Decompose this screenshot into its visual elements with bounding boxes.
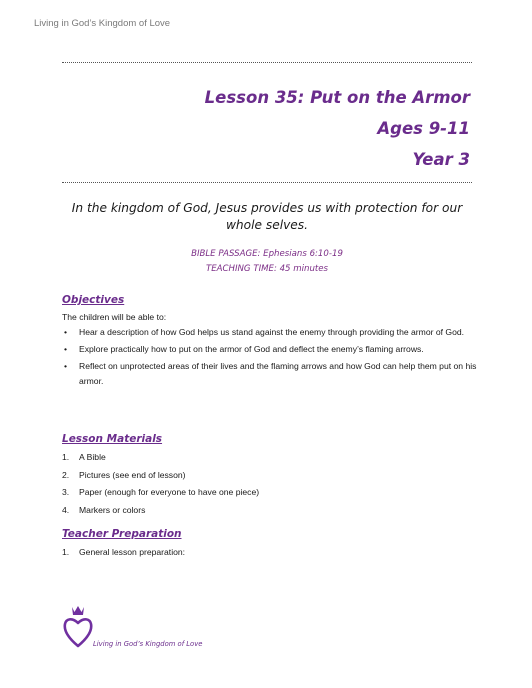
list-item — [62, 503, 462, 518]
lesson-tagline: In the kingdom of God, Jesus provides us with protection for our whole selves. — [71, 201, 463, 232]
material-text: Paper (enough for everyone to have one piece) — [79, 487, 260, 497]
bullet-marker: • — [64, 361, 68, 371]
preparation-text: General lesson preparation: — [79, 547, 186, 557]
preparation-list — [62, 545, 462, 563]
teaching-time: TEACHING TIME: 45 minutes — [205, 264, 329, 274]
objective-text: Reflect on unprotected areas of their lives and the flaming arrows and how God can help them put on his armor. — [79, 361, 477, 386]
objective-text: Explore practically how to put on the armor of God and deflect the enemy’s flaming arrows. — [79, 344, 424, 354]
material-text: Markers or colors — [79, 504, 146, 515]
item-number: 4. — [62, 504, 70, 515]
title-divider — [62, 182, 472, 183]
list-item — [62, 485, 462, 500]
year-label: Year 3 — [412, 150, 470, 169]
objectives-heading: Objectives — [62, 294, 125, 306]
list-item — [62, 545, 462, 560]
item-number: 1. — [62, 452, 70, 462]
list-item — [62, 359, 482, 389]
materials-heading: Lesson Materials — [62, 433, 163, 445]
top-divider — [62, 62, 472, 63]
list-item — [62, 450, 462, 465]
list-item — [62, 468, 462, 483]
age-range: Ages 9-11 — [377, 119, 470, 138]
material-text: A Bible — [79, 452, 106, 462]
footer-text: Living in God’s Kingdom of Love — [93, 640, 203, 648]
item-number: 3. — [62, 487, 70, 497]
objective-text: Hear a description of how God helps us stand against the enemy through providing the armor of God. — [79, 327, 465, 337]
objectives-intro: The children will be able to: — [62, 312, 167, 322]
bible-passage: BIBLE PASSAGE: Ephesians 6:10-19 — [191, 249, 343, 259]
bullet-marker: • — [64, 327, 68, 337]
list-item — [62, 325, 482, 340]
lesson-title: Lesson 35: Put on the Armor — [204, 88, 470, 107]
materials-list — [62, 450, 462, 520]
material-text: Pictures (see end of lesson) — [79, 469, 186, 480]
item-number: 1. — [62, 547, 70, 557]
item-number: 2. — [62, 469, 70, 480]
crowned-heart-icon — [62, 604, 94, 655]
list-item — [62, 342, 482, 357]
objectives-list — [62, 325, 482, 391]
running-header: Living in God’s Kingdom of Love — [34, 18, 171, 29]
bullet-marker: • — [64, 344, 68, 354]
preparation-heading: Teacher Preparation — [62, 528, 182, 540]
